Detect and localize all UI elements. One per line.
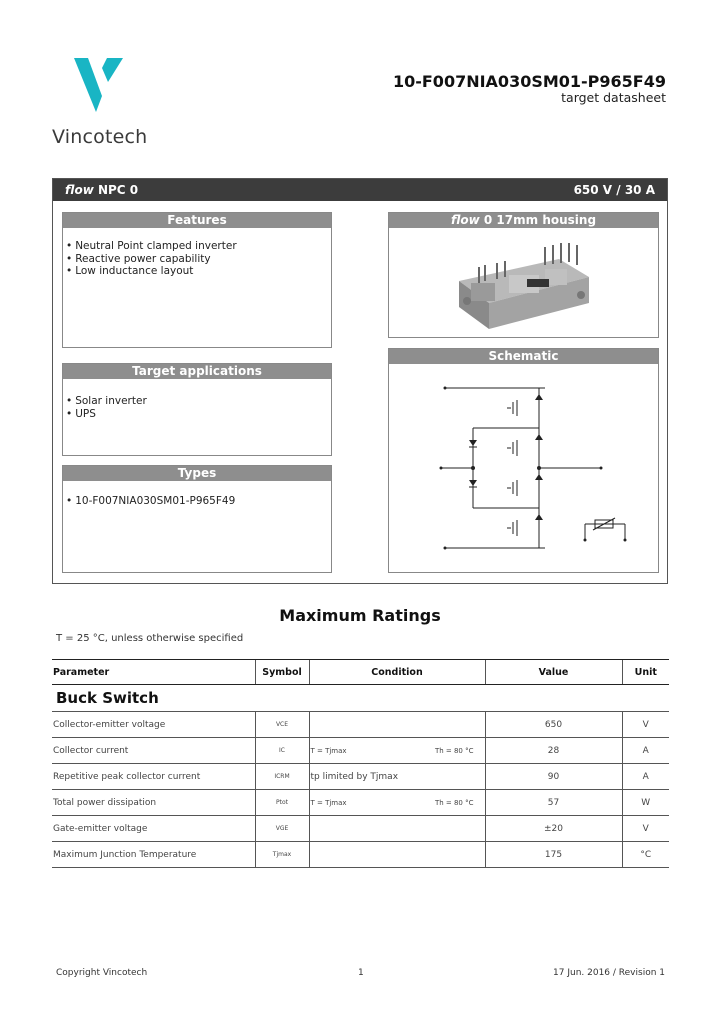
table-row xyxy=(52,738,669,764)
document-subtitle: target datasheet xyxy=(561,90,666,105)
ratings-condition-note: T = 25 °C, unless otherwise specified xyxy=(56,633,244,644)
types-list xyxy=(66,495,235,508)
symbol-cell: Tjmax xyxy=(255,842,309,868)
features-list xyxy=(66,240,237,278)
table-row xyxy=(52,764,669,790)
condition-cell xyxy=(309,816,485,842)
footer-page-number: 1 xyxy=(358,968,364,978)
value-cell: 57 xyxy=(485,790,622,816)
value-cell: ±20 xyxy=(485,816,622,842)
column-header: Unit xyxy=(622,660,669,685)
schematic-box xyxy=(388,348,659,573)
list-item: • Reactive power capability xyxy=(66,253,237,266)
unit-cell: A xyxy=(622,764,669,790)
footer-date-revision: 17 Jun. 2016 / Revision 1 xyxy=(553,968,665,978)
unit-cell: °C xyxy=(622,842,669,868)
column-header: Symbol xyxy=(255,660,309,685)
types-heading: Types xyxy=(63,466,331,481)
npc-schematic-diagram xyxy=(389,364,658,572)
list-item: • Solar inverter xyxy=(66,395,147,408)
symbol-cell: ICRM xyxy=(255,764,309,790)
unit-cell: W xyxy=(622,790,669,816)
product-bar xyxy=(53,179,667,201)
param-cell: Total power dissipation xyxy=(52,790,255,816)
list-item: • Neutral Point clamped inverter xyxy=(66,240,237,253)
housing-box xyxy=(388,212,659,338)
param-cell: Gate-emitter voltage xyxy=(52,816,255,842)
table-row xyxy=(52,712,669,738)
list-item: • UPS xyxy=(66,408,147,421)
condition-cell: T = Tjmax Th = 80 °C xyxy=(309,738,485,764)
condition-cell xyxy=(309,842,485,868)
value-cell: 90 xyxy=(485,764,622,790)
section-title: Buck Switch xyxy=(52,685,669,712)
symbol-cell: Ptot xyxy=(255,790,309,816)
unit-cell: V xyxy=(622,816,669,842)
symbol-cell: IC xyxy=(255,738,309,764)
value-cell: 175 xyxy=(485,842,622,868)
applications-heading: Target applications xyxy=(63,364,331,379)
param-cell: Maximum Junction Temperature xyxy=(52,842,255,868)
value-cell: 28 xyxy=(485,738,622,764)
types-box xyxy=(62,465,332,573)
list-item: • Low inductance layout xyxy=(66,265,237,278)
condition-cell xyxy=(309,712,485,738)
column-header: Condition xyxy=(309,660,485,685)
features-box xyxy=(62,212,332,348)
part-number-title: 10-F007NIA030SM01-P965F49 xyxy=(392,72,666,91)
condition-cell: tp limited by Tjmax xyxy=(309,764,485,790)
column-header: Parameter xyxy=(52,660,255,685)
list-item: • 10-F007NIA030SM01-P965F49 xyxy=(66,495,235,508)
maximum-ratings-heading: Maximum Ratings xyxy=(279,606,441,625)
table-section-row xyxy=(52,685,669,712)
applications-box xyxy=(62,363,332,456)
unit-cell: A xyxy=(622,738,669,764)
param-cell: Collector-emitter voltage xyxy=(52,712,255,738)
footer-copyright: Copyright Vincotech xyxy=(56,968,148,978)
product-family: flow NPC 0 xyxy=(65,183,139,197)
value-cell: 650 xyxy=(485,712,622,738)
table-row xyxy=(52,790,669,816)
unit-cell: V xyxy=(622,712,669,738)
condition-cell: T = Tjmax Th = 80 °C xyxy=(309,790,485,816)
brand-name: Vincotech xyxy=(52,126,148,148)
vincotech-logo-mark xyxy=(74,58,124,112)
housing-heading: flow 0 17mm housing xyxy=(389,213,658,228)
module-housing-image xyxy=(449,231,599,335)
features-heading: Features xyxy=(63,213,331,228)
table-header-row xyxy=(52,660,669,685)
table-row xyxy=(52,842,669,868)
product-rating: 650 V / 30 A xyxy=(573,183,655,197)
applications-list xyxy=(66,395,147,420)
schematic-heading: Schematic xyxy=(389,349,658,364)
param-cell: Repetitive peak collector current xyxy=(52,764,255,790)
param-cell: Collector current xyxy=(52,738,255,764)
maximum-ratings-table xyxy=(52,659,669,868)
table-row xyxy=(52,816,669,842)
symbol-cell: VGE xyxy=(255,816,309,842)
column-header: Value xyxy=(485,660,622,685)
symbol-cell: VCE xyxy=(255,712,309,738)
